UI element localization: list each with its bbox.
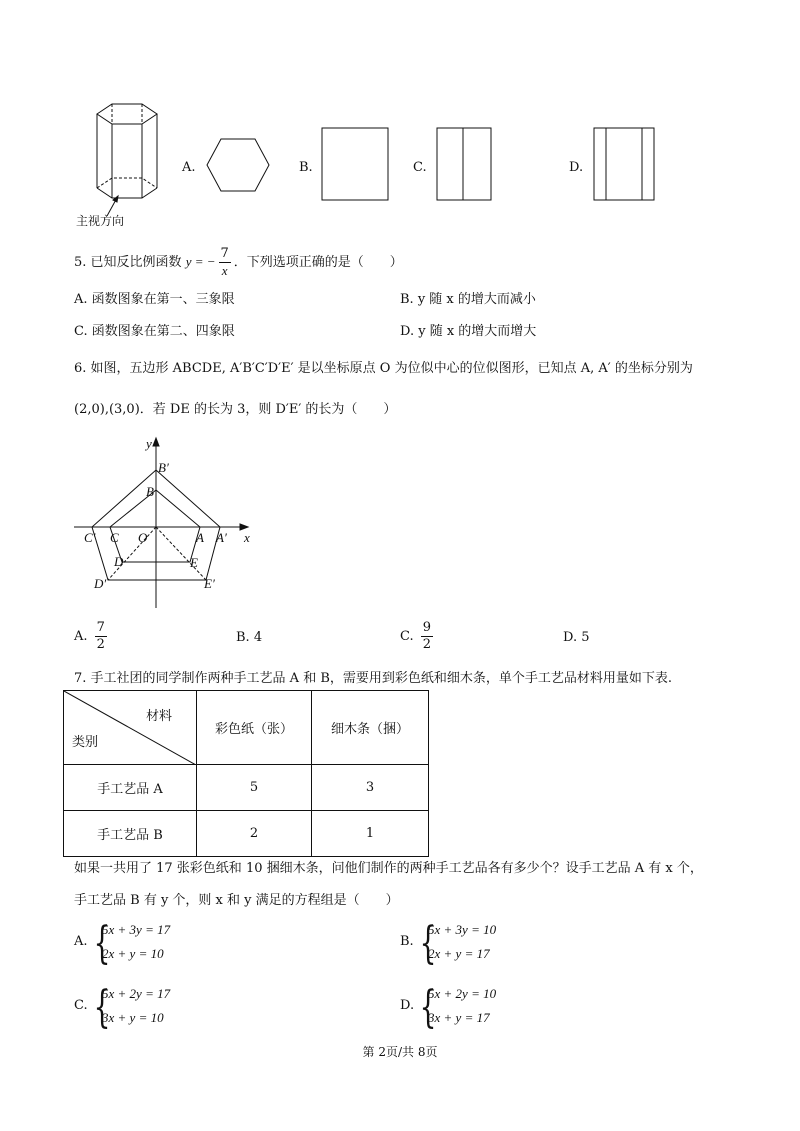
q5-func-lhs: y = −	[185, 254, 216, 269]
q7-c-eq1: 5x + 2y = 17	[102, 986, 171, 1001]
q4-option-b-label: B.	[299, 160, 313, 175]
q5-frac-num: 7	[220, 246, 229, 261]
corner-bottom-label: 类别	[72, 735, 99, 750]
q5-option-c: C. 函数图象在第二、四象限	[74, 324, 235, 339]
fig-label-a: A	[196, 530, 204, 545]
q6-line1: 6. 如图，五边形 ABCDE, A′B′C′D′E′ 是以坐标原点 O 为位似中心的位似图形，已知点 A, A′ 的坐标分别为	[74, 361, 693, 376]
fig-label-d1: D′	[94, 576, 107, 591]
q5-prefix: 5. 已知反比例函数	[74, 255, 182, 270]
q5-option-b: B. y 随 x 的增大而减小	[400, 292, 536, 307]
brace-a: {	[93, 918, 111, 969]
q4-option-a-hexagon	[205, 136, 271, 194]
table-cell: 3	[312, 765, 429, 811]
q6-a-num: 7	[96, 620, 105, 635]
fig-label-y: y	[146, 436, 152, 451]
q7-option-d-label: D.	[400, 998, 415, 1013]
fig-label-d: D	[114, 554, 124, 569]
brace-c: {	[93, 982, 111, 1033]
q6-option-c	[400, 620, 436, 653]
q6-line2: (2,0),(3,0)．若 DE 的长为 3，则 D′E′ 的长为（ ）	[74, 402, 397, 417]
q6-option-b: B. 4	[236, 630, 263, 645]
q4-option-c-label: C.	[413, 160, 427, 175]
q7-a-eq1: 5x + 3y = 17	[102, 922, 171, 937]
q7-text2: 手工艺品 B 有 y 个，则 x 和 y 满足的方程组是（ ）	[74, 893, 399, 908]
q6-option-d: D. 5	[563, 630, 590, 645]
q6-option-a-fraction	[95, 620, 107, 653]
view-direction-label: 主视方向	[76, 214, 125, 228]
q5-suffix: ．下列选项正确的是（ ）	[233, 255, 403, 270]
table-header-wood: 细木条（捆）	[312, 691, 429, 765]
q4-option-a-label: A.	[182, 160, 196, 175]
corner-diagonal	[64, 691, 196, 765]
q6-option-a-prefix: A.	[74, 629, 88, 644]
q7-a-eq2: 2x + y = 10	[102, 946, 164, 961]
q4-option-d-label: D.	[569, 160, 584, 175]
q4-option-d-rect	[592, 127, 658, 203]
fig-label-a1: A′	[216, 530, 227, 545]
page-footer: 第 2页/共 8页	[362, 1045, 438, 1059]
fig-label-c: C	[110, 530, 119, 545]
q4-option-b-rect	[320, 127, 390, 203]
table-header-paper: 彩色纸（张）	[197, 691, 312, 765]
q7-d-eq1: 5x + 2y = 10	[428, 986, 497, 1001]
fig-label-b1: B′	[158, 460, 169, 475]
q6-a-den: 2	[96, 637, 105, 652]
q5-option-d: D. y 随 x 的增大而增大	[400, 324, 537, 339]
q7-stem: 7. 手工社团的同学制作两种手工艺品 A 和 B，需要用到彩色纸和细木条，单个手工艺品材料用量如下表.	[74, 671, 673, 686]
q5-stem	[74, 244, 403, 281]
brace-b: {	[419, 918, 437, 969]
q4-option-c-rect	[435, 127, 495, 203]
q5-option-a: A. 函数图象在第一、三象限	[74, 292, 235, 307]
corner-top-label: 材料	[145, 709, 172, 724]
table-corner-cell	[64, 691, 197, 765]
fig-label-x: x	[244, 530, 250, 545]
table-row-name: 手工艺品 B	[64, 811, 197, 857]
q6-c-num: 9	[422, 620, 432, 635]
table-cell: 2	[197, 811, 312, 857]
q7-d-eq2: 3x + y = 17	[428, 1010, 490, 1025]
fig-label-b: B	[146, 484, 154, 499]
q5-frac-den: x	[221, 263, 228, 278]
fig-label-e1: E′	[204, 576, 215, 591]
q7-b-eq2: 2x + y = 17	[428, 946, 490, 961]
q7-c-eq2: 3x + y = 10	[102, 1010, 164, 1025]
table-cell: 1	[312, 811, 429, 857]
q6-c-den: 2	[422, 637, 432, 652]
q6-pentagon-figure	[70, 432, 260, 612]
q6-option-c-prefix: C.	[400, 629, 414, 644]
q7-option-a-label: A.	[74, 934, 88, 949]
q7-text1: 如果一共用了 17 张彩色纸和 10 捆细木条，问他们制作的两种手工艺品各有多少个？设手工艺品 A 有 x 个，	[74, 861, 703, 876]
fig-label-e: E	[190, 555, 198, 570]
table-row	[64, 811, 429, 857]
table-row	[64, 765, 429, 811]
q6-option-a	[74, 620, 110, 653]
brace-d: {	[419, 982, 437, 1033]
table-row-name: 手工艺品 A	[64, 765, 197, 811]
q5-fraction	[219, 246, 231, 279]
q7-option-c-label: C.	[74, 998, 88, 1013]
hex-prism-figure	[82, 96, 172, 226]
materials-table	[63, 690, 429, 857]
table-cell: 5	[197, 765, 312, 811]
q7-option-b-label: B.	[400, 934, 414, 949]
q7-b-eq1: 5x + 3y = 10	[428, 922, 497, 937]
fig-label-o: O	[138, 530, 148, 545]
q6-option-c-fraction	[421, 620, 433, 653]
fig-label-c1: C′	[84, 530, 96, 545]
